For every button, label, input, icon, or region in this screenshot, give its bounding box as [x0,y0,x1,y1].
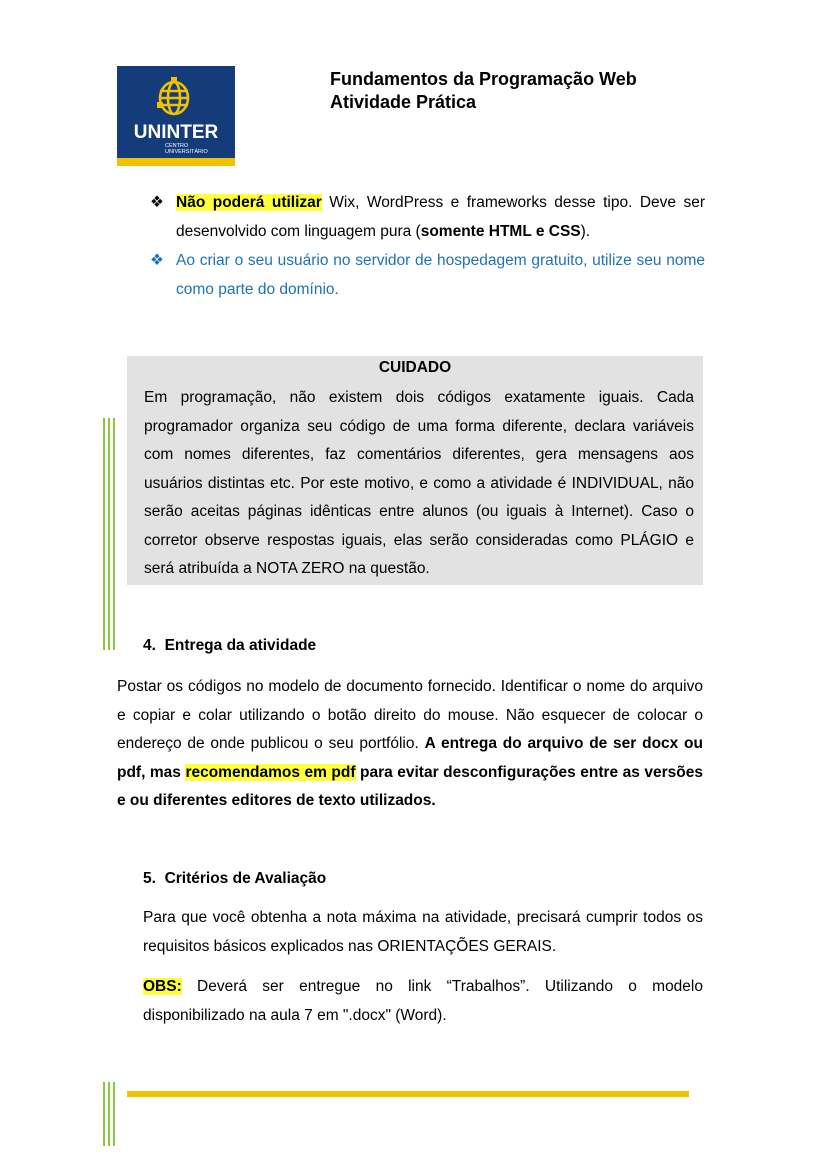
footer-divider [127,1091,689,1097]
diamond-bullet-icon: ❖ [150,252,164,269]
caution-text: Em programação, não existem dois códigos exatamente iguais. Cada programador organiza seu código de uma forma diferente, declara variáveis com nomes diferentes, faz comentários diferentes, gera mensagens aos usuários distintas etc. Por este motivo, e como a atividade é INDIVIDUAL, não serão aceitas páginas idênticas entre alunos (ou iguais à Internet). Caso o corretor observe respostas iguais, elas serão consideradas como PLÁGIO e será atribuída a NOTA ZERO na questão. [144,389,694,577]
highlighted-text: Não poderá utilizar [176,194,322,211]
logo-subtext: CENTRO UNIVERSITÁRIO [165,143,208,155]
activity-title: Atividade Prática [330,92,477,112]
margin-bar [108,1082,110,1146]
margin-bar [103,1082,105,1146]
caution-box [127,356,703,585]
section-heading: 4. Entrega da atividade [143,637,317,654]
caution-title: CUIDADO [378,359,452,376]
logo-background [117,66,235,158]
section-paragraph: Postar os códigos no modelo de documento fornecido. Identificar o nome do arquivo e copiar e colar utilizando o botão direito do mouse. Não esquecer de colocar o endereço de onde publicou o seu portfólio. A entrega do arquivo de ser docx ou pdf, mas recomendamos em pdf para evitar desconfigurações entre as versões e ou diferentes editores de texto utilizados. [117,678,704,809]
uninter-logo [117,66,235,166]
margin-bar [103,418,105,650]
list-item: ❖ Ao criar o seu usuário no servidor de hospedagem gratuito, utilize seu nome como parte do domínio. [150,246,705,304]
section-paragraph: Para que você obtenha a nota máxima na atividade, precisará cumprir todos os requisitos básicos explicados nas ORIENTAÇÕES GERAIS. [143,909,703,955]
margin-bar [108,418,110,650]
obs-label: OBS: [143,978,182,995]
logo-yellow-stripe [117,158,235,166]
rules-list [150,188,705,304]
diamond-bullet-icon: ❖ [150,194,164,211]
obs-paragraph: OBS: Deverá ser entregue no link “Trabalhos”. Utilizando o modelo disponibilizado na aula 7 em ".docx" (Word). [143,978,703,1024]
margin-bar [113,1082,115,1146]
highlighted-text: recomendamos em pdf [185,763,356,781]
course-title: Fundamentos da Programação Web [330,69,637,89]
globe-icon [154,76,194,120]
list-item: ❖ Não poderá utilizar Wix, WordPress e frameworks desse tipo. Deve ser desenvolvido com linguagem pura (somente HTML e CSS). [150,188,705,246]
document-header [330,68,637,114]
section-heading: 5. Critérios de Avaliação [143,870,327,887]
logo-name: UNINTER [133,122,219,143]
margin-bar [113,418,115,650]
